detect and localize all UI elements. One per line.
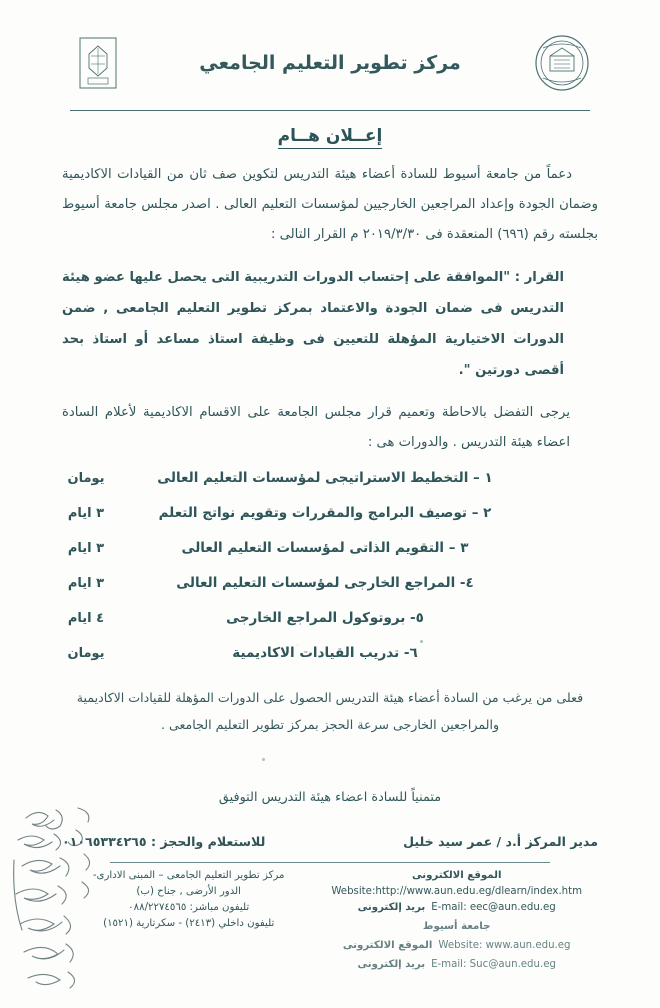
signature-row xyxy=(62,834,598,849)
course-number: ٥- xyxy=(410,610,424,626)
egypt-eagle-emblem-icon xyxy=(70,34,126,92)
course-duration: يومان xyxy=(67,646,105,661)
closing-wish: متمنياً للسادة اعضاء هيئة التدريس التوفيق xyxy=(218,790,442,805)
document-footer xyxy=(62,868,598,973)
course-number: ٤- xyxy=(459,575,474,591)
course-name xyxy=(110,505,598,521)
footer-divider xyxy=(110,862,550,863)
website-url-secondary[interactable]: Website: www.aun.edu.eg xyxy=(438,940,571,951)
footer-address-line: مركز تطوير التعليم الجامعى – المبنى الادارى- xyxy=(92,870,285,881)
footer-label: الموقع الالكترونى xyxy=(411,870,502,881)
course-name xyxy=(110,610,598,626)
course-number: ١ – xyxy=(473,470,493,486)
course-number: ٢ – xyxy=(471,505,492,521)
document-header xyxy=(70,28,590,98)
course-row xyxy=(62,575,598,610)
announcement-title-text: إعــلان هــام xyxy=(278,126,383,149)
course-title: تدريب القيادات الاكاديمية xyxy=(232,645,400,661)
email-address[interactable]: E-mail: eec@aun.edu.eg xyxy=(431,902,556,913)
footer-label: الموقع الالكترونى xyxy=(342,940,433,951)
course-title: بروتوكول المراجع الخارجى xyxy=(226,610,406,626)
course-title: المراجع الخارجى لمؤسسات التعليم العالى xyxy=(176,575,456,591)
course-row xyxy=(62,610,598,645)
footer-line xyxy=(315,884,598,900)
course-number: ٣ – xyxy=(448,540,469,556)
course-row xyxy=(62,470,598,505)
course-row xyxy=(62,645,598,680)
paragraph-request: يرجى التفضل بالاحاطة وتعميم قرار مجلس الجامعة على الاقسام الاكاديمية لأعلام السادة اعضاء هيئة التدريس . والدورات هى : xyxy=(62,405,570,450)
page-title: مركز تطوير التعليم الجامعي xyxy=(199,52,461,74)
course-title: التخطيط الاستراتيجى لمؤسسات التعليم العالى xyxy=(157,470,469,486)
website-url[interactable]: Website:http://www.aun.edu.eg/dlearn/index.htm xyxy=(331,886,583,897)
footer-line xyxy=(315,957,598,973)
footer-line xyxy=(315,900,598,916)
footer-line xyxy=(315,919,598,935)
course-duration: يومان xyxy=(67,471,105,486)
contact-number: ٠١٠٦٥٣٣٤٢٦٥ xyxy=(62,834,147,849)
footer-line xyxy=(315,868,598,884)
course-number: ٦- xyxy=(403,645,418,661)
course-name xyxy=(110,540,598,556)
footer-label: بريد إلكترونى xyxy=(357,959,426,970)
footer-address-line: تليفون داخلي (٢٤١٣) - سكرتارية (١٥٢١) xyxy=(103,918,275,929)
course-title: توصيف البرامج والمقررات وتقويم نواتج التعلم xyxy=(158,505,467,521)
course-row xyxy=(62,505,598,540)
header-divider xyxy=(70,110,590,111)
course-duration: ٣ ايام xyxy=(67,576,105,591)
assiut-university-emblem-icon xyxy=(534,34,590,92)
booking-note: فعلى من يرغب من السادة أعضاء هيئة التدريس الحصول على الدورات المؤهلة للقيادات الاكاديمية والمراجعين الخارجى سرعة الحجز بمركز تطوير التعليم الجامعى . xyxy=(76,690,584,732)
footer-address-line: تليفون مباشر: ٠٨٨/٢٢٧٤٥٦٥ xyxy=(128,902,250,913)
course-duration: ٤ ايام xyxy=(67,611,105,626)
paragraph-decision: القرار : "الموافقة على إحتساب الدورات التدريبية التى يحصل عليها عضو هيئة التدريس فى ضمان الجودة والاعتماد بمركز تطوير التعليم الجامعى , ضمن الدورات الاختيارية المؤهلة للتعيين فى وظيفة استاذ مساعد أو استاذ بحد أقصى دورتين ". xyxy=(62,270,564,378)
course-title: التقويم الذاتى لمؤسسات التعليم العالى xyxy=(181,540,445,556)
document-body xyxy=(62,160,598,470)
footer-label: بريد إلكترونى xyxy=(357,902,426,913)
footer-line xyxy=(315,938,598,954)
contact-info xyxy=(62,834,265,849)
course-row xyxy=(62,540,598,575)
course-name xyxy=(110,470,598,486)
footer-web-block xyxy=(315,868,598,973)
announcement-title xyxy=(0,126,660,146)
course-name xyxy=(110,575,598,591)
footer-address-line: الدور الأرضى , جناح (ب) xyxy=(136,886,241,897)
footer-address-block xyxy=(62,868,315,973)
course-duration: ٣ ايام xyxy=(67,506,105,521)
contact-label: للاستعلام والحجز : xyxy=(150,834,266,849)
course-duration: ٣ ايام xyxy=(67,541,105,556)
director-signature: مدير المركز أ.د / عمر سيد خليل xyxy=(403,834,598,849)
scan-artifact-dot xyxy=(420,640,423,643)
email-address-secondary[interactable]: E-mail: Suc@aun.edu.eg xyxy=(431,959,556,970)
scan-artifact-dot xyxy=(262,758,265,761)
footer-label: جامعة أسيوط xyxy=(422,921,491,932)
paragraph-intro: دعماً من جامعة أسيوط للسادة أعضاء هيئة التدريس لتكوين صف ثان من القيادات الاكاديمية وضمان الجودة وإعداد المراجعين الخارجيين لمؤسسات التعليم العالى . اصدر مجلس جامعة أسيوط بجلسته رقم (٦٩٦) المنعقدة فى ٢٠١٩/٣/٣٠ م القرار التالى : xyxy=(62,167,598,242)
course-name xyxy=(110,645,598,661)
courses-list xyxy=(62,470,598,680)
